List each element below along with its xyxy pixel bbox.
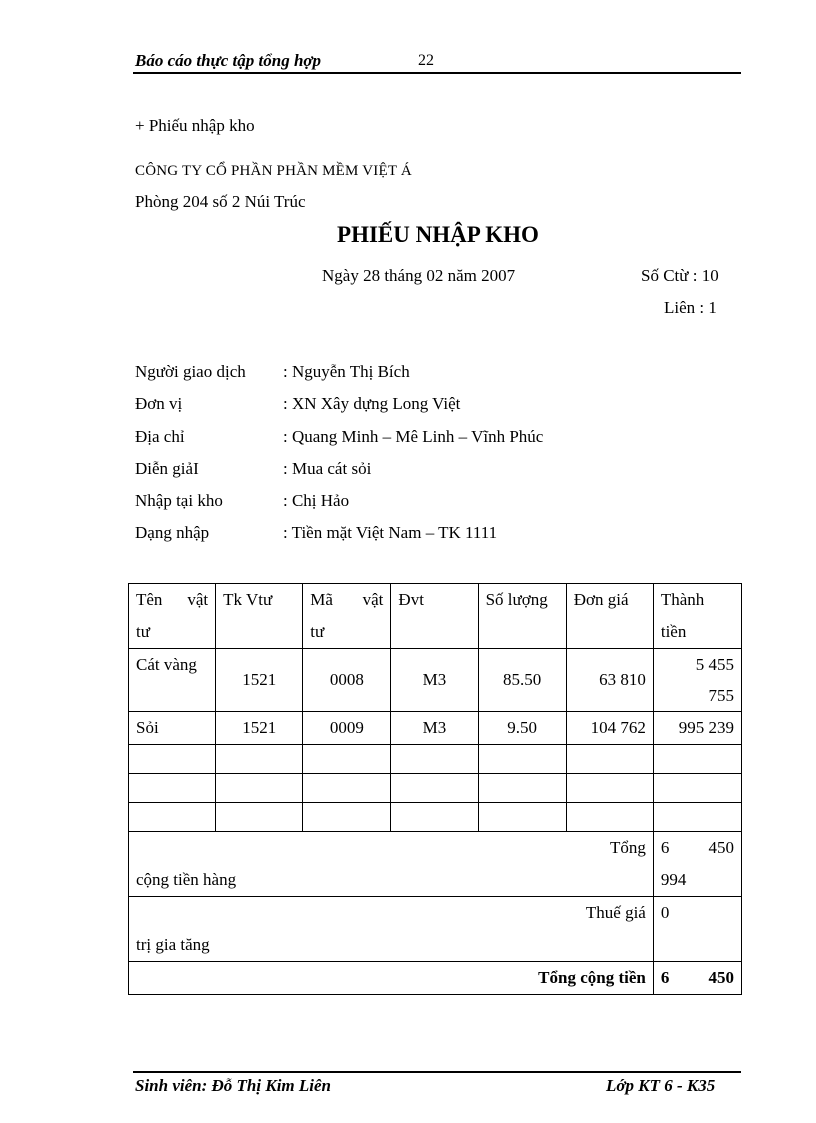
- header-cell: Tk Vtư: [216, 584, 303, 649]
- table-row: [129, 649, 742, 712]
- grand-total-label: Tổng cộng tiền: [129, 962, 654, 995]
- cell-amount: 5 455 755: [653, 649, 741, 712]
- header-cell: Tên vật tư: [129, 584, 216, 649]
- info-label: Diễn giảI: [135, 459, 199, 478]
- info-value: : Tiền mặt Việt Nam – TK 1111: [283, 523, 498, 542]
- header-cell: Đơn giá: [566, 584, 653, 649]
- info-label: Đơn vị: [135, 394, 183, 413]
- subtotal-label: Tổng cộng tiền hàng: [129, 832, 654, 897]
- table-row-empty: [129, 774, 742, 803]
- table-row-empty: [129, 803, 742, 832]
- goods-table: [128, 583, 742, 995]
- header-cell: Đvt: [391, 584, 478, 649]
- header-rule: [133, 72, 741, 74]
- document-number: Số Ctừ : 10: [641, 266, 719, 285]
- cell-unit-price: 104 762: [566, 712, 653, 745]
- cell-unit: M3: [391, 712, 478, 745]
- document-date: Ngày 28 tháng 02 năm 2007: [322, 266, 516, 285]
- info-value: : Quang Minh – Mê Linh – Vĩnh Phúc: [283, 427, 544, 446]
- cell-code: 0008: [303, 649, 391, 712]
- info-label: Địa chỉ: [135, 427, 185, 446]
- info-label: Người giao dịch: [135, 362, 246, 381]
- subtotal-row: [129, 832, 742, 897]
- vat-row: [129, 897, 742, 962]
- page-number: 22: [418, 52, 434, 69]
- vat-label: Thuế giá trị gia tăng: [129, 897, 654, 962]
- header-cell: Thành tiền: [653, 584, 741, 649]
- info-label: Nhập tại kho: [135, 491, 223, 510]
- section-heading: + Phiếu nhập kho: [135, 116, 255, 135]
- info-label: Dạng nhập: [135, 523, 210, 542]
- copy-number: Liên : 1: [664, 298, 717, 317]
- footer-student: Sinh viên: Đỗ Thị Kim Liên: [135, 1076, 331, 1095]
- table-header-row: [129, 584, 742, 649]
- info-value: : Mua cát sỏi: [283, 459, 372, 478]
- info-value: : XN Xây dựng Long Việt: [283, 394, 461, 413]
- cell-quantity: 85.50: [478, 649, 566, 712]
- cell-account: 1521: [216, 649, 303, 712]
- grand-total-value: 6 450: [653, 962, 741, 995]
- table-row: [129, 712, 742, 745]
- vat-value: 0: [653, 897, 741, 962]
- cell-code: 0009: [303, 712, 391, 745]
- cell-name: Sỏi: [129, 712, 216, 745]
- cell-account: 1521: [216, 712, 303, 745]
- cell-quantity: 9.50: [478, 712, 566, 745]
- header-cell: Số lượng: [478, 584, 566, 649]
- cell-amount: 995 239: [653, 712, 741, 745]
- header-title: Báo cáo thực tập tổng hợp: [135, 51, 322, 70]
- grand-total-row: [129, 962, 742, 995]
- subtotal-value: 6 450 994: [653, 832, 741, 897]
- company-name: CÔNG TY CỔ PHẦN PHẦN MỀM VIỆT Á: [135, 163, 412, 179]
- document-title: PHIẾU NHẬP KHO: [337, 222, 539, 247]
- footer-rule: [133, 1071, 741, 1073]
- footer-class: Lớp KT 6 - K35: [606, 1076, 716, 1095]
- cell-unit-price: 63 810: [566, 649, 653, 712]
- header-cell: Mã vật tư: [303, 584, 391, 649]
- cell-unit: M3: [391, 649, 478, 712]
- info-value: : Chị Hảo: [283, 491, 350, 510]
- cell-name: Cát vàng: [129, 649, 216, 712]
- table-row-empty: [129, 745, 742, 774]
- info-value: : Nguyễn Thị Bích: [283, 362, 410, 381]
- company-address: Phòng 204 số 2 Núi Trúc: [135, 192, 306, 211]
